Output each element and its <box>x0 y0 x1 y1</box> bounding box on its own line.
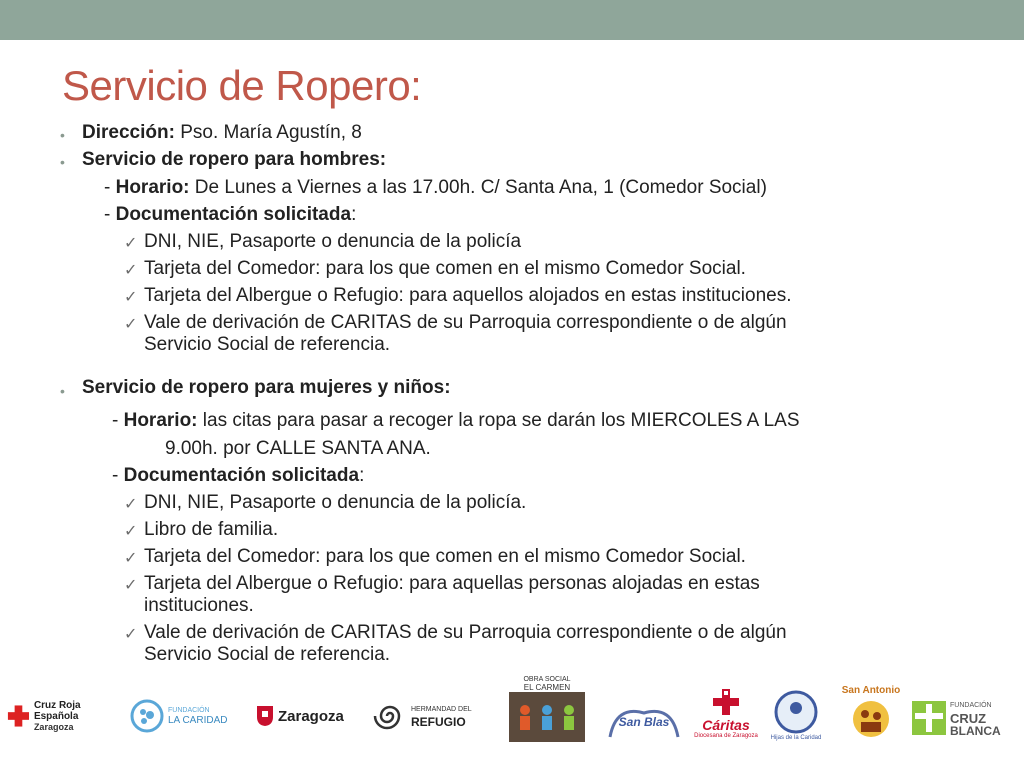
la-caridad-logo: FUNDACIÓN LA CARIDAD <box>130 692 242 740</box>
san-antonio-logo: San Antonio <box>834 680 908 746</box>
check-icon: ✓ <box>124 289 138 306</box>
hombres-documentacion: - Documentación solicitada: <box>104 204 357 225</box>
list-item: DNI, NIE, Pasaporte o denuncia de la policía <box>144 231 522 252</box>
check-icon: ✓ <box>124 496 138 513</box>
red-cross-icon <box>6 703 31 729</box>
check-icon: ✓ <box>124 626 138 643</box>
spiral-icon <box>372 698 408 734</box>
zaragoza-shield-icon <box>256 705 274 727</box>
direccion-value: Pso. María Agustín, 8 <box>174 122 362 143</box>
list-item-continuation: Servicio Social de referencia. <box>144 334 391 355</box>
mujeres-documentacion: - Documentación solicitada: <box>112 465 365 486</box>
bullet-icon: • <box>60 383 65 399</box>
check-icon: ✓ <box>124 235 138 252</box>
bullet-icon: • <box>60 154 65 170</box>
el-carmen-logo: OBRA SOCIAL EL CARMEN <box>508 676 586 744</box>
san-blas-logo: San Blas <box>604 686 684 744</box>
documentacion-label: Documentación solicitada <box>123 465 360 486</box>
caritas-cross-icon <box>711 687 741 717</box>
horario-value: las citas para pasar a recoger la ropa se darán los MIERCOLES A LAS <box>197 410 800 431</box>
caridad-circles-icon <box>130 699 164 733</box>
horario-value: De Lunes a Viernes a las 17.00h. C/ Santa Ana, 1 (Comedor Social) <box>189 177 767 198</box>
hombres-heading: Servicio de ropero para hombres: <box>82 149 387 170</box>
mujeres-horario: - Horario: las citas para pasar a recoger la ropa se darán los MIERCOLES A LAS <box>112 410 800 431</box>
check-icon: ✓ <box>124 262 138 279</box>
direccion-line <box>82 122 362 144</box>
list-item: DNI, NIE, Pasaporte o denuncia de la policía. <box>144 492 527 513</box>
horario-label: Horario: <box>115 177 190 198</box>
page-title: Servicio de Ropero: <box>62 62 422 109</box>
list-item: Vale de derivación de CARITAS de su Parroquia correspondiente o de algún <box>144 622 787 643</box>
list-item: Vale de derivación de CARITAS de su Parroquia correspondiente o de algún <box>144 312 787 333</box>
hijas-circle-icon <box>773 689 819 735</box>
list-item: Tarjeta del Comedor: para los que comen en el mismo Comedor Social. <box>144 258 746 279</box>
sponsor-logos <box>0 676 1024 768</box>
refugio-logo: HERMANDAD DEL REFUGIO <box>372 694 488 738</box>
list-item: Tarjeta del Comedor: para los que comen en el mismo Comedor Social. <box>144 546 746 567</box>
hombres-horario: - Horario: De Lunes a Viernes a las 17.00h. C/ Santa Ana, 1 (Comedor Social) <box>104 177 767 198</box>
cruz-blanca-icon <box>912 701 946 735</box>
mujeres-horario-cont: 9.00h. por CALLE SANTA ANA. <box>165 438 431 459</box>
cruz-roja-logo: Cruz Roja Española Zaragoza <box>6 696 124 736</box>
top-bar <box>0 0 1024 40</box>
bullet-icon: • <box>60 127 65 143</box>
check-icon: ✓ <box>124 316 138 333</box>
list-item: Tarjeta del Albergue o Refugio: para aquellas personas alojadas en estas <box>144 573 760 594</box>
mujeres-heading: Servicio de ropero para mujeres y niños: <box>82 377 451 398</box>
direccion-label: Dirección: <box>82 122 175 143</box>
list-item: Libro de familia. <box>144 519 279 540</box>
zaragoza-logo: Zaragoza <box>256 702 352 730</box>
check-icon: ✓ <box>124 577 138 594</box>
hijas-caridad-logo: Hijas de la Caridad <box>766 684 826 746</box>
san-antonio-icon <box>847 696 895 742</box>
cruz-blanca-logo: FUNDACIÓN CRUZ BLANCA <box>912 696 1020 740</box>
list-item: Tarjeta del Albergue o Refugio: para aquellos alojados en estas instituciones. <box>144 285 792 306</box>
documentacion-label: Documentación solicitada <box>115 204 352 225</box>
horario-label: Horario: <box>123 410 198 431</box>
caritas-logo: Cáritas Diocesana de Zaragoza <box>690 680 762 746</box>
children-illustration-icon <box>509 692 585 742</box>
list-item-continuation: instituciones. <box>144 595 254 616</box>
list-item-continuation: Servicio Social de referencia. <box>144 644 391 665</box>
check-icon: ✓ <box>124 550 138 567</box>
check-icon: ✓ <box>124 523 138 540</box>
